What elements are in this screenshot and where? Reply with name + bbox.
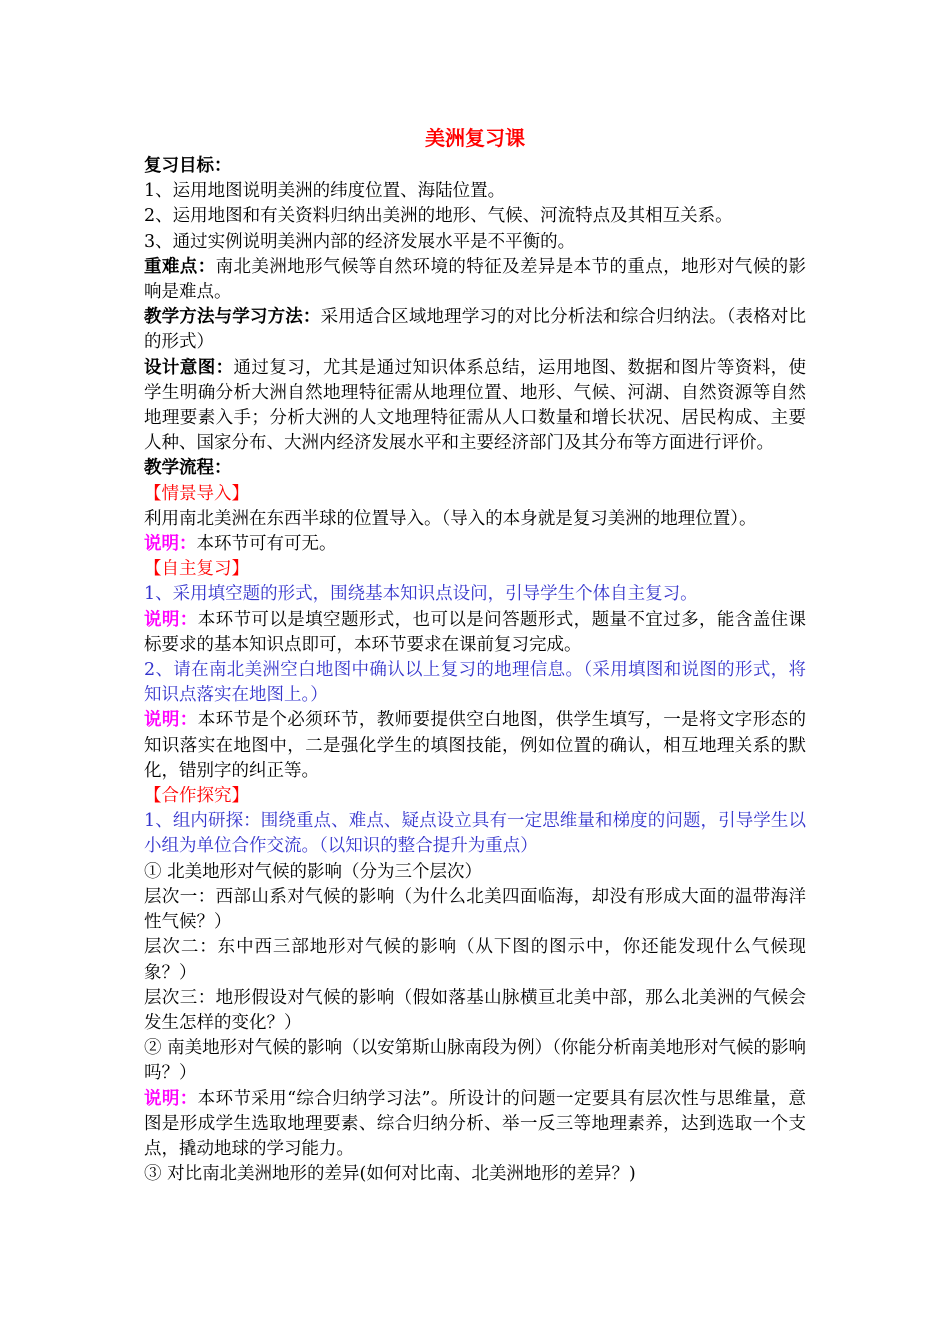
goal-item-1: 1、运用地图说明美洲的纬度位置、海陆位置。	[144, 181, 506, 202]
note-text: 本环节可以是填空题形式，也可以是问答题形式，题量不宜过多，能含盖住课标要求的基本知识点即可，本环节要求在课前复习完成。	[144, 609, 807, 655]
intro-note	[144, 532, 806, 557]
coop-line-4: 层次三：地形假设对气候的影响（假如落基山脉横亘北美中部，那么北美洲的气候会发生怎样的变化？）	[144, 987, 806, 1033]
self-heading: 【自主复习】	[144, 559, 249, 580]
design-label: 设计意图：	[144, 357, 234, 378]
self-item-1: 1、采用填空题的形式，围绕基本知识点设问，引导学生个体自主复习。	[144, 584, 698, 605]
note-label: 说明：	[144, 534, 197, 555]
note-label: 说明：	[144, 609, 198, 630]
self-note-1	[144, 608, 806, 658]
coop-note	[144, 1087, 806, 1163]
coop-heading: 【合作探究】	[144, 786, 249, 807]
goal-item-2: 2、运用地图和有关资料归纳出美洲的地形、气候、河流特点及其相互关系。	[144, 206, 733, 227]
self-note-2	[144, 708, 806, 784]
methods-text: 采用适合区域地理学习的对比分析法和综合归纳法。（表格对比的形式）	[144, 307, 807, 353]
document-page	[144, 122, 806, 1187]
intro-heading: 【情景导入】	[144, 483, 249, 504]
note-label: 说明：	[144, 710, 198, 731]
note-text: 本环节采用“综合归纳学习法”。所设计的问题一定要具有层次性与思维量，意图是形成学生选取地理要素、综合归纳分析、举一反三等地理素养，达到选取一个支点，撬动地球的学习能力。	[144, 1088, 807, 1159]
goals-heading: 复习目标：	[144, 156, 232, 176]
coop-line-3: 层次二：东中西三部地形对气候的影响（从下图的图示中，你还能发现什么气候现象？）	[144, 937, 806, 983]
keypoints-paragraph	[144, 255, 806, 305]
methods-paragraph	[144, 305, 806, 355]
coop-item-1: 1、组内研探：围绕重点、难点、疑点设立具有一定思维量和梯度的问题，引导学生以小组为单位合作交流。（以知识的整合提升为重点）	[144, 811, 806, 857]
note-text: 本环节可有可无。	[196, 534, 337, 555]
coop-line-5: ② 南美地形对气候的影响（以安第斯山脉南段为例）（你能分析南美地形对气候的影响吗？）	[144, 1038, 806, 1084]
self-item-2: 2、请在南北美洲空白地图中确认以上复习的地理信息。（采用填图和说图的形式，将知识点落实在地图上。）	[144, 660, 806, 706]
note-text: 本环节是个必须环节，教师要提供空白地图，供学生填写，一是将文字形态的知识落实在地图中，二是强化学生的填图技能，例如位置的确认，相互地理关系的默化，错别字的纠正等。	[144, 710, 807, 781]
flow-heading: 教学流程：	[144, 458, 232, 479]
coop-line-1: ① 北美地形对气候的影响（分为三个层次）	[144, 861, 483, 882]
coop-line-2: 层次一：西部山系对气候的影响（为什么北美四面临海，却没有形成大面的温带海洋性气候？）	[144, 886, 806, 933]
page-title: 美洲复习课	[425, 126, 525, 150]
note-label: 说明：	[144, 1088, 198, 1109]
intro-text: 利用南北美洲在东西半球的位置导入。（导入的本身就是复习美洲的地理位置）。	[144, 508, 757, 529]
keypoints-label: 重难点：	[144, 256, 216, 277]
methods-label: 教学方法与学习方法：	[144, 307, 321, 328]
goal-item-3: 3、通过实例说明美洲内部的经济发展水平是不平衡的。	[144, 231, 576, 252]
design-text: 通过复习，尤其是通过知识体系总结，运用地图、数据和图片等资料，使学生明确分析大洲自然地理特征需从地理位置、地形、气候、河湖、自然资源等自然地理要素入手；分析大洲的人文地理特征需从人口数量和增长状况、居民构成、主要人种、国家分布、大洲内经济发展水平和主要经济部门及其分布等方面进行评价。	[144, 357, 806, 454]
coop-last-line: ③ 对比南北美洲地形的差异(如何对比南、北美洲地形的差异？)	[144, 1164, 636, 1185]
keypoints-text: 南北美洲地形气候等自然环境的特征及差异是本节的重点，地形对气候的影响是难点。	[144, 256, 807, 303]
design-paragraph	[144, 356, 806, 457]
